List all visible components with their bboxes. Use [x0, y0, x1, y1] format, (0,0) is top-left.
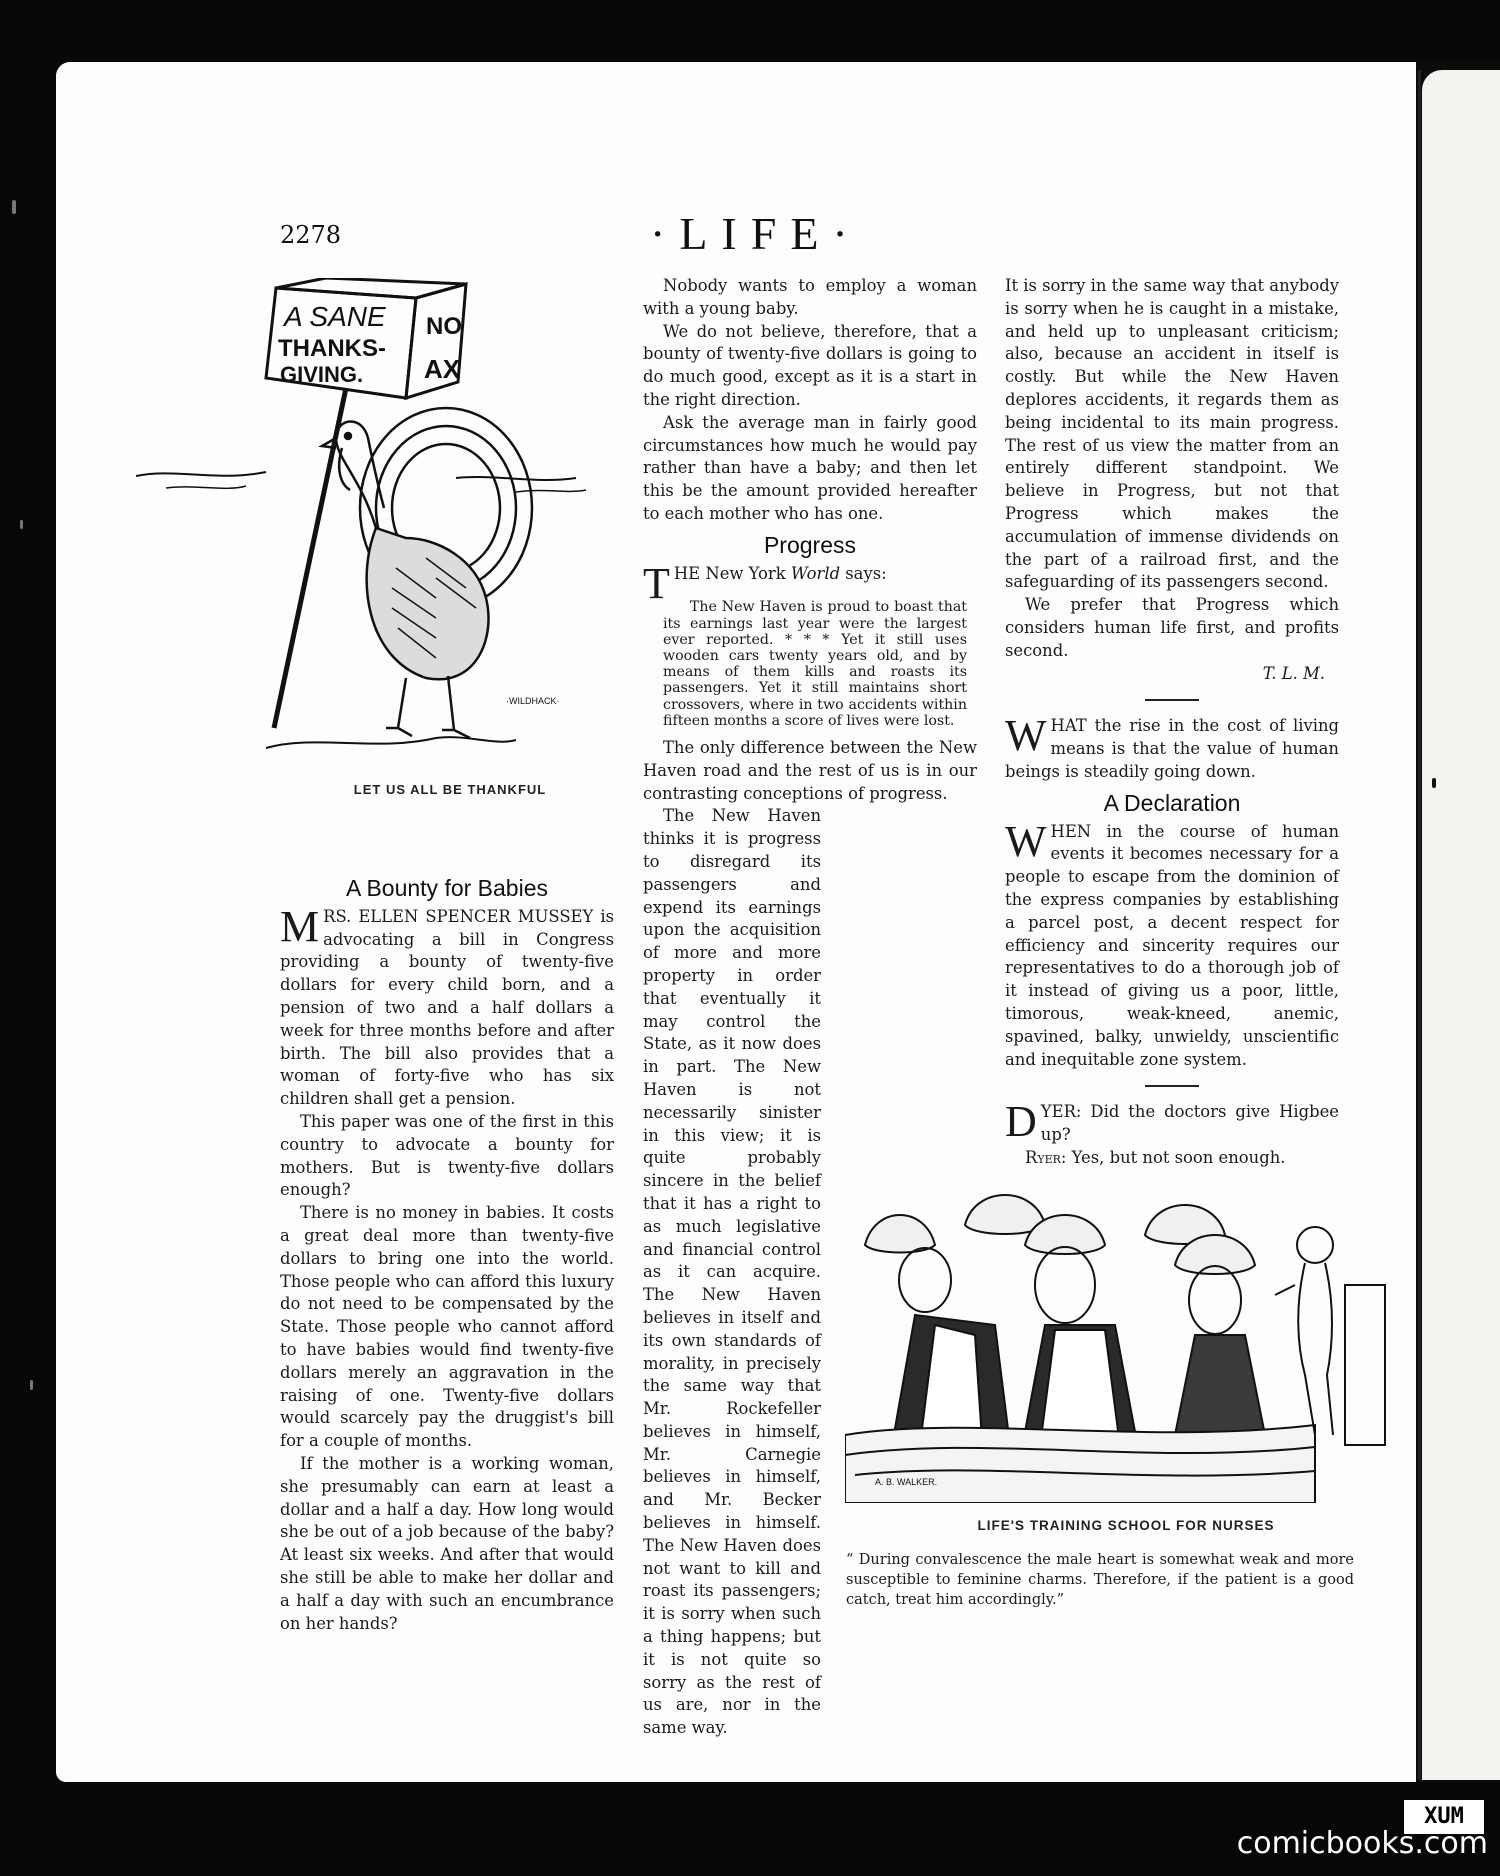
headline-declaration: A Declaration	[1103, 789, 1241, 816]
drop-cap: D	[1005, 1097, 1037, 1147]
paragraph: There is no money in babies. It costs a great deal more than twenty-five dollars to bring one into the world. Those people who can afford this luxury do not need to be compensated by the State. Those people who cannot afford to have babies would find twenty-five dollars merely an aggravation in the raising of one. Twenty-five dollars would scarcely pay the druggist's bill for a couple of months.	[280, 1203, 614, 1451]
paragraph-text: HAT the rise in the cost of living means is that the value of human beings is steadily going down.	[1005, 716, 1339, 781]
turkey-illustration	[136, 278, 596, 768]
sign-front-line3: GIVING.	[280, 362, 364, 387]
dialogue-text: Yes, but not soon enough.	[1066, 1147, 1286, 1167]
caption-quote: “ During convalescence the male heart is somewhat weak and more susceptible to feminine charms. Therefore, if the patient is a good catch, treat him accordingly.”	[846, 1552, 1354, 1608]
divider	[1145, 699, 1199, 701]
paragraph: We prefer that Progress which considers human life first, and profits second.	[1005, 595, 1339, 660]
paragraph-text: HEN in the course of human events it becomes necessary for a people to escape from the dominion of the express companies by establishing a parcel post, a decent respect for efficiency and sincerity requires our representatives to do a thorough job of it instead of giving us a poor, little, timorous, weak-kneed, anemic, spavined, balky, unwieldy, unscientific and inequitable zone system.	[1005, 821, 1339, 1069]
drop-cap: M	[280, 901, 320, 951]
illustration-caption: LET US ALL BE THANKFUL	[353, 782, 547, 797]
sign-side-line2: AX	[424, 354, 461, 384]
speaker-name: Ryer:	[1025, 1147, 1067, 1167]
speaker-name: YER:	[1040, 1102, 1082, 1122]
paragraph: We do not believe, therefore, that a bounty of twenty-five dollars is going to do much good, except as it is a start in the right direction.	[643, 321, 977, 409]
artist-signature: A. B. WALKER.	[875, 1477, 938, 1487]
headline-progress: Progress	[763, 531, 857, 558]
signature-line	[1005, 663, 1339, 686]
nurses-illustration	[845, 1185, 1395, 1503]
scan-mark	[1432, 778, 1436, 788]
sign-front-line2: THANKS-	[278, 335, 386, 362]
child-figure	[1275, 1227, 1333, 1435]
masthead-life: ·LIFE·	[650, 208, 862, 259]
page-number: 2278	[280, 221, 342, 249]
facing-page-edge	[1422, 70, 1500, 1780]
sign-front-line1: A SANE	[284, 301, 386, 332]
sign-side-line1: NO	[426, 313, 462, 340]
paragraph	[1005, 816, 1339, 1072]
paragraph: The New Haven thinks it is progress to disregard its passengers and expend its earnings upon the acquisition of more and more property in order that eventually it may control the State, as it now does in part. The New Haven is not necessarily sinister in this view; it is quite probably sincere in the belief that it has a right to as much legislative and financial control as it can acquire. The New Haven believes in itself and its own standards of morality, in precisely the same way that Mr. Rockefeller believes in himself, Mr. Carnegie believes in himself, and Mr. Becker believes in himself. The New Haven does not want to kill and roast its passengers; it is sorry when such a thing happens; but it is not quite so sorry as the rest of us are, nor in the same way.	[643, 806, 821, 1738]
scan-mark	[20, 520, 23, 529]
paragraph	[1005, 711, 1339, 783]
joke-line-1	[1005, 1097, 1339, 1147]
scan-mark	[30, 1380, 33, 1390]
block-quote	[663, 599, 967, 729]
furniture	[1345, 1285, 1385, 1445]
paragraph: If the mother is a working woman, she presumably can earn at least a dollar and a half a day. How long would she be out of a job because of the baby? At least six weeks. And after that would she still be able to make her dollar and a half a day with such an encumbrance on her hands?	[280, 1453, 614, 1633]
paragraph-text: HE New York	[673, 563, 791, 583]
artist-signature: ·WILDHACK·	[506, 696, 560, 706]
ground-line	[266, 737, 516, 748]
watermark-box: XUM	[1404, 1800, 1484, 1834]
drop-cap: W	[1005, 711, 1047, 761]
watermark-site: comicbooks.com	[1236, 1826, 1488, 1861]
paragraph-text: RS. ELLEN SPENCER MUSSEY is advocating a bill in Congress providing a bounty of twenty-five dollars for every child born, and a pension of two and a half dollars a week for three months before and after birth. The bill also provides that a woman of forty-five who has six children shall get a pension.	[280, 906, 614, 1109]
dialogue-text: Did the doctors give Higbee up?	[1040, 1102, 1339, 1145]
paragraph: This paper was one of the first in this country to advocate a bounty for mothers. But is twenty-five dollars enough?	[280, 1111, 614, 1200]
nurse-figures	[845, 1195, 1315, 1503]
drop-cap: T	[643, 558, 670, 608]
headline-bounty: A Bounty for Babies	[345, 875, 548, 901]
illustration-caption: LIFE'S TRAINING SCHOOL FOR NURSES	[977, 1518, 1275, 1533]
column-3	[1005, 275, 1339, 1170]
turkey-body	[322, 408, 532, 738]
divider	[1145, 1085, 1199, 1087]
scan-mark	[12, 200, 16, 214]
paragraph	[280, 901, 614, 1111]
paragraph-text: says:	[840, 563, 887, 583]
watermark	[1226, 1800, 1488, 1870]
column-1	[280, 877, 614, 1635]
paragraph: It is sorry in the same way that anybody is sorry when he is caught in a mistake, and held up to unpleasant criticism; also, because an accident in itself is costly. But while the New Haven deplores accidents, it regards them as being incidental to its main progress. The rest of us view the matter from an entirely different standpoint. We believe in Progress, but not that Progress which makes the accumulation of immense dividends on the part of a railroad first, and the safeguarding of its passengers second.	[1005, 276, 1339, 592]
quote-text: The New Haven is proud to boast that its earnings last year were the largest ever reported. * * * Yet it still uses wooden cars twenty years old, and by means of them kills and roasts its passengers. Yet it still maintains short crossovers, where in two accidents within fifteen months a score of lives were lost.	[663, 599, 967, 729]
newspaper-name: World	[790, 563, 841, 583]
horizon-line	[166, 486, 586, 492]
paragraph	[643, 558, 977, 608]
drop-cap: W	[1005, 816, 1047, 866]
paragraph: Ask the average man in fairly good circumstances how much he would pay rather than have a baby; and then let this be the amount provided hereafter to each mother who has one.	[643, 412, 977, 523]
author-initials: T. L. M.	[1262, 663, 1325, 683]
paragraph: The only difference between the New Haven road and the rest of us is in our contrasting conceptions of progress.	[643, 737, 977, 803]
paragraph: Nobody wants to employ a woman with a young baby.	[643, 276, 977, 318]
joke-line-2	[1005, 1147, 1339, 1170]
gutter-line	[1418, 70, 1421, 1780]
